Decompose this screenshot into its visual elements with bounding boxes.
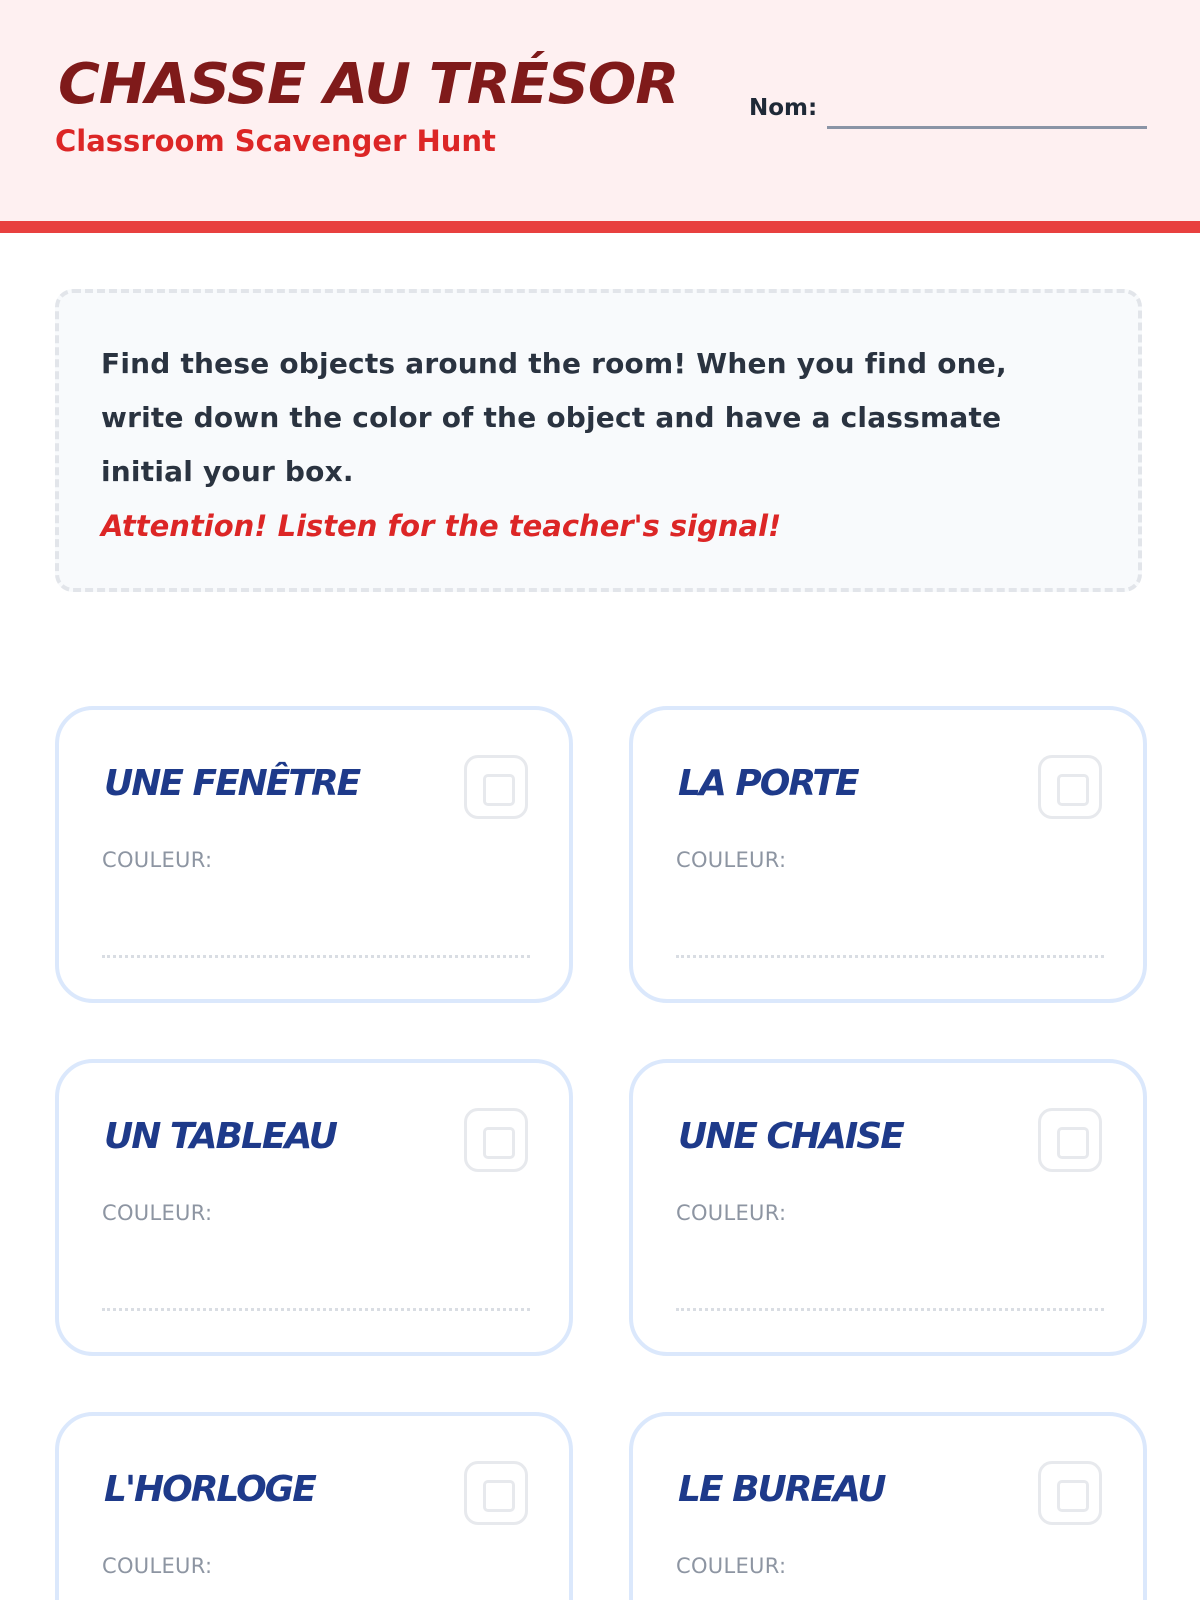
item-card xyxy=(55,1412,573,1600)
item-checkbox[interactable] xyxy=(1038,1461,1102,1525)
instructions-note: Attention! Listen for the teacher's signal! xyxy=(101,509,782,543)
item-title: LE BUREAU xyxy=(678,1469,885,1510)
instructions-text: Find these objects around the room! When you find one, write down the color of the object and have a classmate initial your box. xyxy=(101,347,1007,488)
checkbox-square-icon xyxy=(1057,774,1089,806)
item-title: UNE FENÊTRE xyxy=(104,763,360,804)
item-checkbox[interactable] xyxy=(464,755,528,819)
color-label: COULEUR: xyxy=(676,848,787,872)
name-field[interactable] xyxy=(827,126,1147,129)
color-label: COULEUR: xyxy=(102,1554,213,1578)
checkbox-square-icon xyxy=(1057,1127,1089,1159)
color-answer-line[interactable] xyxy=(102,955,530,958)
page-subtitle: Classroom Scavenger Hunt xyxy=(55,124,496,158)
item-title: UNE CHAISE xyxy=(678,1116,903,1157)
color-label: COULEUR: xyxy=(676,1554,787,1578)
checkbox-square-icon xyxy=(483,774,515,806)
item-title: UN TABLEAU xyxy=(104,1116,336,1157)
color-label: COULEUR: xyxy=(102,848,213,872)
item-card xyxy=(629,1412,1147,1600)
color-label: COULEUR: xyxy=(102,1201,213,1225)
item-checkbox[interactable] xyxy=(464,1108,528,1172)
item-title: L'HORLOGE xyxy=(104,1469,315,1510)
checkbox-square-icon xyxy=(483,1127,515,1159)
name-label: Nom: xyxy=(749,95,818,121)
item-card xyxy=(629,706,1147,1003)
checkbox-square-icon xyxy=(483,1480,515,1512)
color-answer-line[interactable] xyxy=(102,1308,530,1311)
item-checkbox[interactable] xyxy=(1038,1108,1102,1172)
color-answer-line[interactable] xyxy=(676,955,1104,958)
item-checkbox[interactable] xyxy=(1038,755,1102,819)
color-label: COULEUR: xyxy=(676,1201,787,1225)
header-divider xyxy=(0,221,1200,233)
checkbox-square-icon xyxy=(1057,1480,1089,1512)
item-card xyxy=(629,1059,1147,1356)
header xyxy=(0,0,1200,221)
item-card xyxy=(55,1059,573,1356)
page-title: CHASSE AU TRÉSOR xyxy=(58,52,679,117)
item-checkbox[interactable] xyxy=(464,1461,528,1525)
item-card xyxy=(55,706,573,1003)
color-answer-line[interactable] xyxy=(676,1308,1104,1311)
item-title: LA PORTE xyxy=(678,763,858,804)
instructions-box xyxy=(55,289,1142,592)
